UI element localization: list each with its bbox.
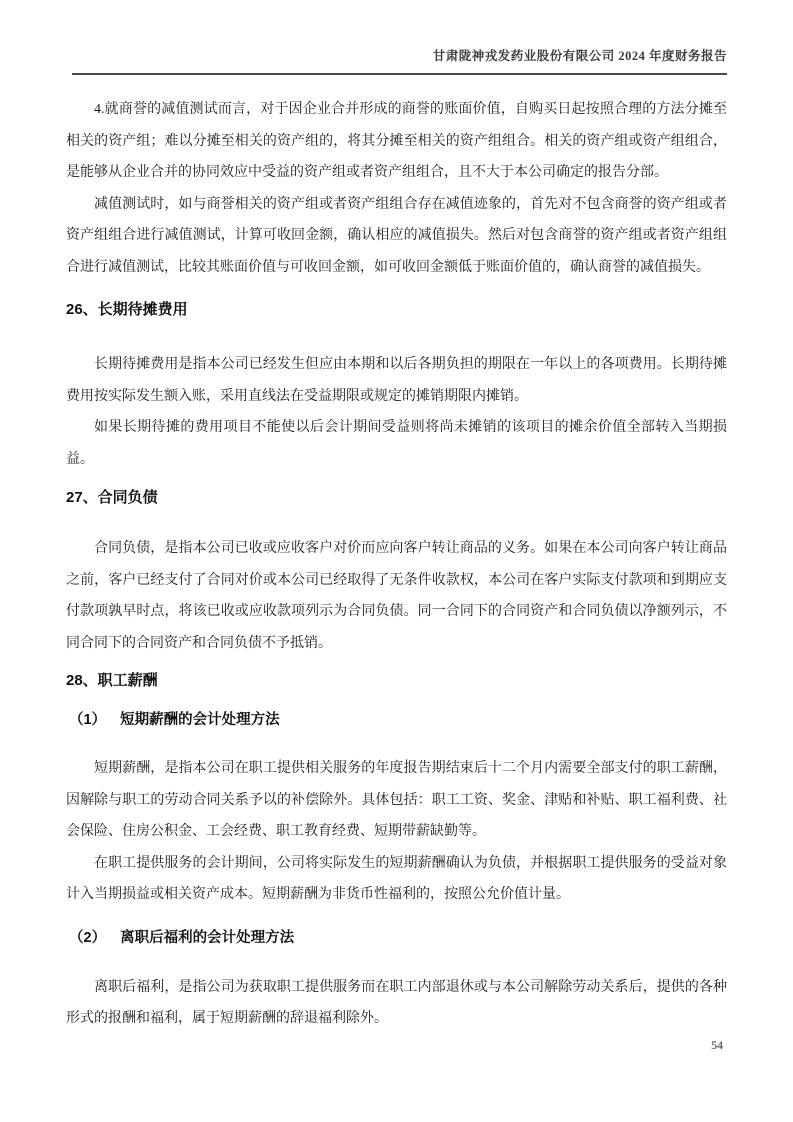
section-28-sub1-heading xyxy=(66,709,727,731)
sub2-number: （2） xyxy=(69,929,107,946)
paragraph-section27-1: 合同负债，是指本公司已收或应收客户对价而应向客户转让商品的义务。如果在本公司向客户转让商品之前，客户已经支付了合同对价或本公司已经取得了无条件收款权，本公司在客户实际支付款项和到期应支付款项孰早时点，将该已收或应收款项列示为合同负债。同一合同下的合同资产和合同负债以净额列示，不同合同下的合同资产和合同负债不予抵销。 xyxy=(66,541,727,651)
paragraph-section26-1: 长期待摊费用是指本公司已经发生但应由本期和以后各期负担的期限在一年以上的各项费用。长期待摊费用按实际发生额入账，采用直线法在受益期限或规定的摊销期限内摊销。 xyxy=(66,357,727,404)
sub2-title: 离职后福利的会计处理方法 xyxy=(120,929,295,946)
paragraph-section28-sub1-1: 短期薪酬，是指本公司在职工提供相关服务的年度报告期结束后十二个月内需要全部支付的职工薪酬，因解除与职工的劳动合同关系予以的补偿除外。具体包括：职工工资、奖金、津贴和补贴、职工福利费、社会保险、住房公积金、工会经费、职工教育经费、短期带薪缺勤等。 xyxy=(66,761,727,839)
paragraph-goodwill-impairment-2: 减值测试时，如与商誉相关的资产组或者资产组组合存在减值迹象的，首先对不包含商誉的资产组或者资产组组合进行减值测试，计算可收回金额，确认相应的减值损失。然后对包含商誉的资产组或者资产组组合进行减值测试，比较其账面价值与可收回金额，如可收回金额低于账面价值的，确认商誉的减值损失。 xyxy=(66,196,727,275)
page-number: 54 xyxy=(711,1038,723,1052)
section-28-sub2-heading xyxy=(66,927,727,949)
paragraph-goodwill-impairment-1: 4.就商誉的减值测试而言，对于因企业合并形成的商誉的账面价值，自购买日起按照合理的方法分摊至相关的资产组；难以分摊至相关的资产组的，将其分摊至相关的资产组组合。相关的资产组或资产组组合，是能够从企业合并的协同效应中受益的资产组或者资产组组合，且不大于本公司确定的报告分部。 xyxy=(66,102,727,180)
sub1-title: 短期薪酬的会计处理方法 xyxy=(120,712,280,728)
page-body xyxy=(66,94,727,1035)
section-27-heading: 27、合同负债 xyxy=(66,489,158,506)
section-28-heading: 28、职工薪酬 xyxy=(66,672,158,689)
header-title: 甘肃陇神戎发药业股份有限公司 2024 年度财务报告 xyxy=(432,49,727,63)
paragraph-section26-2: 如果长期待摊的费用项目不能使以后会计期间受益则将尚未摊销的该项目的摊余价值全部转入当期损益。 xyxy=(66,420,727,467)
paragraph-section28-sub1-2: 在职工提供服务的会计期间，公司将实际发生的短期薪酬确认为负债，并根据职工提供服务的受益对象计入当期损益或相关资产成本。短期薪酬为非货币性福利的，按照公允价值计量。 xyxy=(66,855,727,902)
page-header xyxy=(72,46,727,75)
section-26-heading: 26、长期待摊费用 xyxy=(66,301,188,318)
paragraph-section28-sub2-1: 离职后福利，是指公司为获取职工提供服务而在职工内部退休或与本公司解除劳动关系后，提供的各种形式的报酬和福利，属于短期薪酬的辞退福利除外。 xyxy=(66,979,727,1026)
sub1-number: （1） xyxy=(69,712,107,728)
